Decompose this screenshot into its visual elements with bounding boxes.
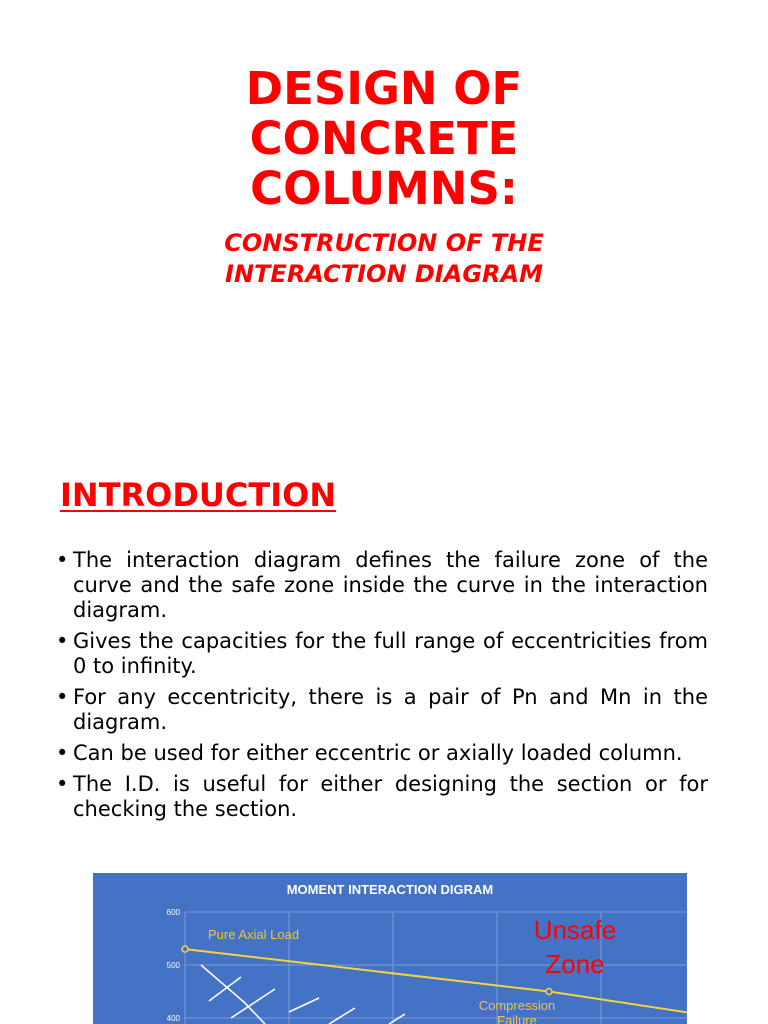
hatch-line xyxy=(329,1008,355,1024)
unsafe-zone-label: Unsafe xyxy=(533,915,617,945)
subtitle xyxy=(0,228,768,290)
pure-axial-label: Pure Axial Load xyxy=(208,927,300,942)
safe-zone-hatching xyxy=(201,965,405,1024)
subtitle-line: CONSTRUCTION OF THE xyxy=(224,229,544,257)
curve-point xyxy=(546,989,552,995)
curve-point xyxy=(182,946,188,952)
hatch-line xyxy=(201,965,245,1003)
main-title xyxy=(0,64,768,214)
interaction-diagram-image xyxy=(93,873,687,1024)
section-heading: INTRODUCTION xyxy=(60,476,337,514)
main-title-line: CONCRETE xyxy=(249,112,519,165)
y-tick-label: 600 xyxy=(166,908,180,917)
curve-line xyxy=(185,949,687,1024)
bullet-list xyxy=(56,548,708,828)
y-tick-label: 500 xyxy=(166,961,180,970)
compression-failure-label: Compression xyxy=(478,998,556,1013)
hatch-line xyxy=(289,998,319,1012)
bullet-item xyxy=(56,685,708,735)
bullet-item xyxy=(56,741,708,766)
unsafe-zone-label: Zone xyxy=(545,949,605,979)
interaction-diagram-svg xyxy=(93,873,687,1024)
bullet-text: Can be used for either eccentric or axially loaded column. xyxy=(73,741,683,765)
bullet-item xyxy=(56,772,708,822)
bullet-item xyxy=(56,548,708,623)
hatch-line xyxy=(389,1014,405,1024)
main-title-line: COLUMNS: xyxy=(250,162,518,215)
bullet-text: For any eccentricity, there is a pair of Pn and Mn in the diagram. xyxy=(73,685,708,734)
main-title-line: DESIGN OF xyxy=(245,62,523,115)
bullet-text: The I.D. is useful for either designing the section or for checking the section. xyxy=(73,772,708,821)
hatch-line xyxy=(209,977,241,1001)
diagram-title: MOMENT INTERACTION DIGRAM xyxy=(286,882,494,897)
bullet-marker: • xyxy=(56,772,69,796)
bullet-marker: • xyxy=(56,629,69,653)
bullet-marker: • xyxy=(56,741,69,765)
interaction-curve xyxy=(182,946,687,1024)
subtitle-line: INTERACTION DIAGRAM xyxy=(225,260,543,288)
compression-failure-label: Failure xyxy=(497,1013,537,1024)
bullet-text: The interaction diagram defines the failure zone of the curve and the safe zone inside the curve in the interaction diagram. xyxy=(73,548,708,622)
hatch-line xyxy=(243,1001,265,1024)
bullet-item xyxy=(56,629,708,679)
bullet-marker: • xyxy=(56,548,69,572)
bullet-text: Gives the capacities for the full range of eccentricities from 0 to infinity. xyxy=(73,629,708,678)
hatch-line xyxy=(231,989,275,1018)
bullet-marker: • xyxy=(56,685,69,709)
y-tick-label: 400 xyxy=(166,1014,180,1023)
title-slide xyxy=(0,0,768,440)
